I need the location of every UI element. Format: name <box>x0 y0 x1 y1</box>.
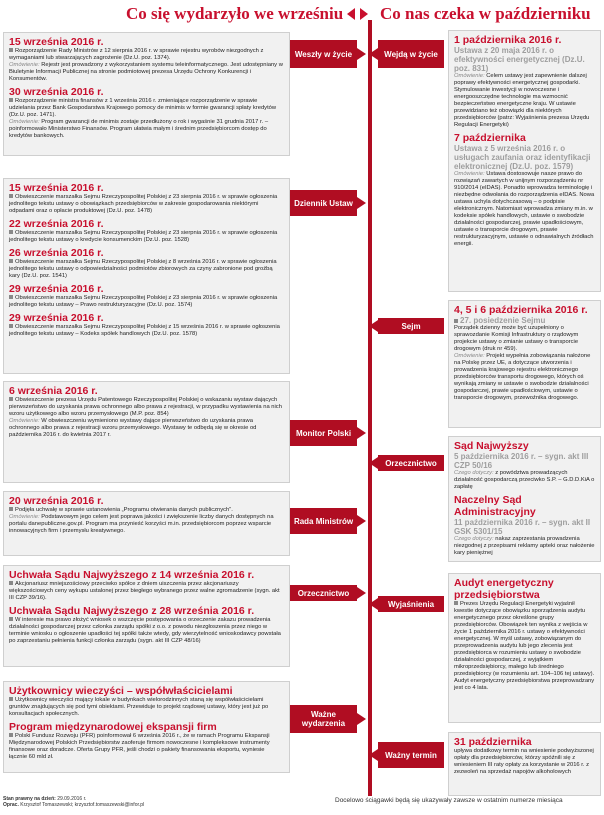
tag-wazne: Ważne wydarzenia <box>290 705 357 733</box>
section-date: 29 września 2016 r. <box>9 312 104 324</box>
tag-rada: Rada Ministrów <box>290 508 357 534</box>
arrow-right-icon <box>360 8 368 20</box>
section-comment: Czego dotyczy: z powództwa prowadzących działalność gospodarczą przeciwko S.P. – G.D.D.KiA o zapłatę <box>454 470 595 490</box>
bullet-icon <box>9 617 13 621</box>
bullet-icon <box>9 295 13 299</box>
section-comment: Omówienie: Celem ustawy jest zapewnienie dalszej poprawy efektywności energetycznej gospodarki. Stymulowanie inwestycji w nowoczesne i energooszczędne technologie ma wzmocnić bezpieczeństwo energetyczne kraju. W ustawie przewidziano też obowiązki dla niektórych przedsiębiorców (patrz: Wyjaśnienia prezesa Urzędu Regulacji Energetyki) <box>454 73 590 128</box>
bullet-icon <box>9 581 13 585</box>
section-comment: Omówienie: Ustawa dostosowuje nasze prawo do rozwiązań zawartych w unijnym rozporządzeniu nr 910/2014 (eIDAS). Ponadto wprowadza terminologię i niezbędne odwołania do rozporządzenia eIDAS. Nowa ustawa uchyla dotychczasową – o podpisie elektronicznym. Natomiast wprowadza zmiany m.in. w kodeksie spółek handlowych, ustawie o swobodzie działalności gospodarczej, prawie upadłościowym, ustawie o transporcie drogowym, prawie restrukturyzacyjnym, ustawie o odnawialnych źródłach energii. <box>454 171 595 247</box>
tag-weszly: Weszły w życie <box>290 40 357 68</box>
header-right-title: Co nas czeka w październiku <box>380 4 591 23</box>
wazne-box <box>3 681 290 773</box>
bullet-icon <box>9 324 13 328</box>
section-text: Polski Fundusz Rozwoju (PFR) poinformował 6 września 2016 r., że w ramach Programu Ekspansji Międzynarodowej Polskich Przedsiębiorstw zaoferuje firmom nowoczesne i kompleksowe instrumenty finansowe oraz doradcze. Oferta Grupy PFR, jeśli chodzi o pakiety finansowania eksportu, wyniesie łącznie 60 mld zł. <box>9 733 270 760</box>
section-text: Rozporządzenie ministra finansów z 1 września 2016 r. zmieniające rozporządzenie w sprawie udzielania przez Bank Gospodarstwa Krajowego pomocy de minimis w formie gwarancji spłaty kredytów (Dz.U. poz. 1471). <box>9 98 277 118</box>
section-comment: Omówienie: W obwieszczeniu wymieniono wystawy dające pierwszeństwo do uzyskania prawa ochronnego albo prawa z rejestracji wzoru przemysłowego. Wystawy te odbędą się w okresie od października 2016 r. do kwietnia 2017 r. <box>9 418 257 438</box>
section-subtitle: 11 października 2016 r. – sygn. akt II GSK 5301/15 <box>454 518 591 536</box>
tag-monitor: Monitor Polski <box>290 420 357 446</box>
section-subtitle: 27. posiedzenie Sejmu <box>454 316 595 325</box>
section-comment: Omówienie: Projekt wypełnia zobowiązania nałożone na Polskę przez UE, a dotyczące utworzenia i prowadzenia krajowego rejestru elektronicznego przedsiębiorców transportu drogowego, których oś wynikają zmiany w ustawie o swobodzie działalności gospodarczej, prawie upadłościowym, ustawie o transporcie drogowym, przewoźnika drogowego. <box>454 353 591 401</box>
section-comment: Czego dotyczy: nakaz zaprzestania prowadzenia niezgodnej z przepisami reklamy apteki oraz nałożenie kary pieniężnej <box>454 536 595 556</box>
tag-sejm: Sejm <box>378 318 444 334</box>
section-text: Obwieszczenie marszałka Sejmu Rzeczypospolitej Polskiej z 8 września 2016 r. w sprawie ogłoszenia jednolitego tekstu ustawy o odpowiedzialności podmiotów zbiorowych za czyny zabronione pod groźbą kary (Dz.U. poz. 1541) <box>9 259 277 279</box>
footer-credits: Stan prawny na dzień: 29.09.2016 r. Oprac. Krzysztof Tomaszewski; krzysztof.tomaszewski@infor.pl <box>3 796 145 808</box>
tag-wejda: Wejdą w życie <box>378 40 444 68</box>
section-date: 26 września 2016 r. <box>9 247 104 259</box>
wyjasnienia-box <box>448 573 601 723</box>
tag-wazny: Ważny termin <box>378 742 444 768</box>
section-text: Akcjonariusz mniejszościowy przeciwko spółce z dniem uiszczenia przez akcjonariuszy większościowych ceny wykupu ustalonej przez biegłego wybranego przez walne zgromadzenie (sygn. akt III CZP 39/16). <box>9 581 280 601</box>
section-text: W interesie ma prawo złożyć wniosek o wszczęcie postępowania o orzeczenie zakazu prowadzenia działalności gospodarczej przez członka zarządu spółki z o.o. z powodu niezgłoszenia przez niego w terminie wniosku o ogłoszenie upadłości tej spółki także wtedy, gdy wierzytelność wnioskodawcy powstała po zaprzestaniu pełnienia funkcji członka zarządu (sygn. akt III CZP 48/16) <box>9 617 281 644</box>
section-date: 15 września 2016 r. <box>9 36 104 48</box>
section-date: 6 września 2016 r. <box>9 385 98 397</box>
section-text: Użytkownicy wieczyści mający lokale w budynkach wielorodzinnych staną się współwłaścicielami gruntów znajdujących się pod tymi obiektami. Przewiduje to projekt rządowej ustawy, który jest już po konsultacjach społecznych. <box>9 697 269 717</box>
section-date: Naczelny Sąd Administracyjny <box>454 494 536 518</box>
section-date: 20 września 2016 r. <box>9 495 104 507</box>
bullet-icon <box>9 98 13 102</box>
section-text: Obwieszczenie marszałka Sejmu Rzeczypospolitej Polskiej z 23 sierpnia 2016 r. w sprawie ogłoszenia jednolitego tekstu ustawy – Prawo restrukturyzacyjne (Dz.U. poz. 1574) <box>9 295 278 308</box>
bullet-icon <box>9 48 13 52</box>
section-text: Podjęła uchwałę w sprawie ustanowienia „Programu otwierania danych publicznych”. <box>9 507 284 514</box>
section-comment: Omówienie: Rejestr jest prowadzony z wykorzystaniem systemu teleinformatycznego. Jest udostępniany w Biuletynie Informacji Publicznej na stronie podmiotowej prezesa Urzędu Ochrony Konkurencji i Konsumentów. <box>9 62 283 82</box>
section-date: Uchwała Sądu Najwyższego z 28 września 2016 r. <box>9 605 255 617</box>
tag-orzecznictwo-left: Orzecznictwo <box>290 585 357 601</box>
section-date: Uchwała Sądu Najwyższego z 14 września 2016 r. <box>9 569 255 581</box>
bullet-icon <box>9 259 13 263</box>
timeline-spine <box>368 20 372 796</box>
tag-wyjasnienia: Wyjaśnienia <box>378 596 444 612</box>
section-text: Rozporządzenie Rady Ministrów z 12 sierpnia 2016 r. w sprawie rejestru wyrobów niezgodnych z wymaganiami lub stwarzających zagrożenie (Dz.U. poz. 1374). <box>9 48 264 61</box>
section-text: Obwieszczenie prezesa Urzędu Patentowego Rzeczypospolitej Polskiej o wskazaniu wystaw dających pierwszeństwo do uzyskania prawa ochronnego albo prawa z rejestracji, w przypadku wystawienia na nich wzoru użytkowego albo wzoru przemysłowego (M.P. poz. 854) <box>9 397 282 417</box>
section-subtitle: Ustawa z 5 września 2016 r. o usługach zaufania oraz identyfikacji elektronicznej (Dz.U. poz. 1579) <box>454 144 591 171</box>
section-text: Obwieszczenie marszałka Sejmu Rzeczypospolitej Polskiej z 23 sierpnia 2016 r. w sprawie ogłoszenia jednolitego tekstu ustawy o obowiązkach przedsiębiorców w zakresie gospodarowania niektórymi odpadami oraz o opłacie produktowej (Dz.U. poz. 1478) <box>9 194 278 214</box>
header-left-title: Co się wydarzyło we wrześniu <box>126 4 344 23</box>
section-date: 31 października <box>454 736 532 748</box>
bullet-icon <box>454 601 458 605</box>
section-text: upływa dodatkowy termin na wniesienie podwyższonej opłaty dla przedsiębiorców, którzy spóźnili się z wniesieniem III raty opłaty za korzystanie w 2016 r. z zezwoleń na sprzedaż napojów alkoholowych <box>454 748 594 775</box>
footer-note: Docelowo ściągawki będą się ukazywały zawsze w ostatnim numerze miesiąca <box>335 797 563 804</box>
arrow-left-icon <box>347 8 355 20</box>
bullet-icon <box>9 230 13 234</box>
section-date: 29 września 2016 r. <box>9 283 104 295</box>
section-subtitle: 5 października 2016 r. – sygn. akt III CZP 50/16 <box>454 452 589 470</box>
section-date: Sąd Najwyższy <box>454 440 529 452</box>
rada-box <box>3 491 290 556</box>
bullet-icon <box>9 397 13 401</box>
wejda-box <box>448 30 601 292</box>
section-text: Obwieszczenie marszałka Sejmu Rzeczypospolitej Polskiej z 23 sierpnia 2016 r. w sprawie ogłoszenia jednolitego tekstu ustawy o kredycie konsumenckim (Dz.U. poz. 1528) <box>9 230 278 243</box>
section-date: 1 października 2016 r. <box>454 34 562 46</box>
section-date: 7 października <box>454 132 526 144</box>
bullet-icon <box>454 319 458 323</box>
weszly-box <box>3 32 290 156</box>
orzecznictwo-left-box <box>3 565 290 667</box>
section-date: Program międzynarodowej ekspansji firm <box>9 721 217 733</box>
section-comment: Omówienie: Program gwarancji de minimis zostaje przedłużony o rok i wygaśnie 31 grudnia 2017 r. – poinformowało Ministerstwo Finansów. Program ułatwia małym i średnim przedsiębiorcom dostęp do kredytów bankowych. <box>9 119 269 139</box>
orzecznictwo-right-box <box>448 436 601 562</box>
section-text: Prezes Urzędu Regulacji Energetyki wyjaśnił kwestie dotyczące obowiązku sporządzenia audytu energetycznego przez określone grupy przedsiębiorców. Obowiązek ten wynika z wejścia w życie 1 października 2016 r. ustawy o efektywności energetycznej. W myśl ustawy, zobowiązanym do przeprowadzenia audytu lub jego zlecenia jest przedsiębiorca w rozumieniu ustawy o swobodzie działalności gospodarczej, z wyjątkiem mikroprzedsiębiorcy, małego lub średniego przedsiębiorcy (w rozumieniu art. 104–106 tej ustawy). Audyt energetyczny przedsiębiorstwa przeprowadzany jest co 4 lata. <box>454 601 595 691</box>
bullet-icon <box>9 733 13 737</box>
bullet-icon <box>9 194 13 198</box>
section-comment: Omówienie: Podstawowym jego celem jest poprawa jakości i zwiększenie liczby danych dostępnych na portalu danepubliczne.gov.pl. Program ma przynieść korzyści m.in. przedsiębiorcom poprzez wsparcie innowacyjnych firm i przemysłu kreatywnego. <box>9 514 274 534</box>
section-date: 22 września 2016 r. <box>9 218 104 230</box>
dziennik-box <box>3 178 290 374</box>
tag-dziennik: Dziennik Ustaw <box>290 190 357 216</box>
section-date: 15 września 2016 r. <box>9 182 104 194</box>
section-subtitle: Ustawa z 20 maja 2016 r. o efektywności energetycznej (Dz.U. poz. 831) <box>454 46 585 73</box>
monitor-box <box>3 381 290 483</box>
wazny-box <box>448 732 601 796</box>
section-text: Porządek dzienny może być uzupełniony o sprawozdanie Komisji Infrastruktury o rządowym projekcie ustawy o zmianie ustawy o transporcie drogowym (druk nr 459). <box>454 325 579 352</box>
sejm-box <box>448 300 601 428</box>
bullet-icon <box>9 697 13 701</box>
section-date: Użytkownicy wieczyści – współwłaścicielami <box>9 685 233 697</box>
section-date: 4, 5 i 6 października 2016 r. <box>454 304 588 316</box>
tag-orzecznictwo-right: Orzecznictwo <box>378 455 444 471</box>
section-text: Obwieszczenie marszałka Sejmu Rzeczypospolitej Polskiej z 15 września 2016 r. w sprawie ogłoszenia jednolitego tekstu ustawy – Kodeks spółek handlowych (Dz.U. poz. 1578) <box>9 324 280 337</box>
bullet-icon <box>9 507 13 511</box>
section-date: Audyt energetyczny przedsiębiorstwa <box>454 577 554 601</box>
section-date: 30 września 2016 r. <box>9 86 104 98</box>
